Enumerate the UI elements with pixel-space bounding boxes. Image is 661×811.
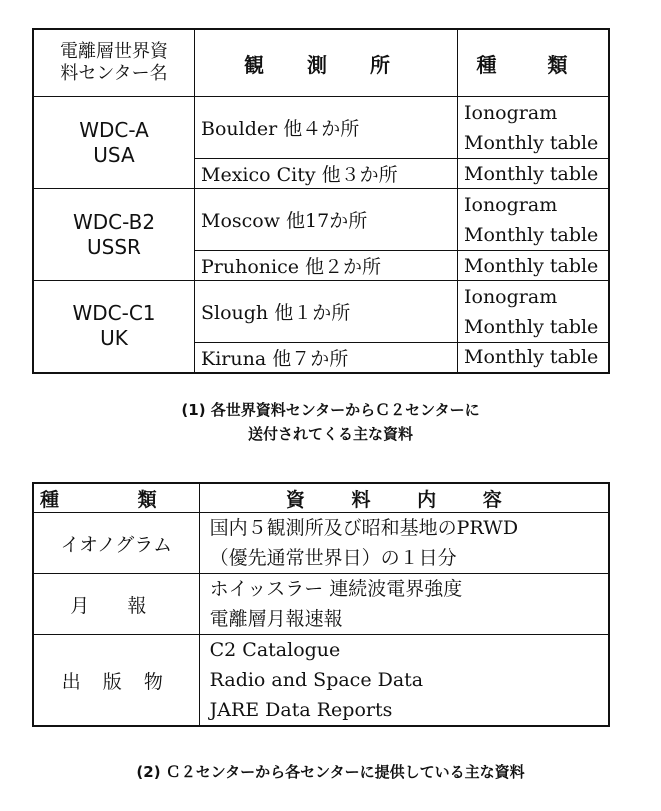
- type-label: Ionogram: [464, 101, 558, 124]
- org-cell: [33, 97, 195, 189]
- table-row: [33, 281, 609, 343]
- world-data-center-table: [32, 28, 610, 374]
- org-line2: USA: [93, 142, 135, 167]
- org-line1: WDC-B2: [72, 209, 156, 234]
- table2-header-row: [33, 483, 609, 513]
- table-row: [33, 189, 609, 251]
- content-line: C2 Catalogue: [209, 639, 341, 661]
- header-kind: 種 類: [458, 29, 610, 97]
- station-cell: Mexico City 他３か所: [195, 159, 458, 189]
- station-cell: Moscow 他17か所: [195, 189, 458, 251]
- types-cell: [458, 281, 610, 343]
- table-row: [33, 574, 609, 635]
- content-cell: [199, 574, 609, 635]
- caption-2: (2) Ｃ２センターから各センターに提供している主な資料: [136, 763, 525, 781]
- types-cell: Monthly table: [458, 343, 610, 373]
- header-station: 観 測 所: [195, 29, 458, 97]
- org-cell: [33, 281, 195, 373]
- table1-header-row: [33, 29, 609, 97]
- caption-1-line2: 送付されてくる主な資料: [247, 425, 413, 443]
- org-line1: WDC-A: [79, 117, 149, 142]
- provided-materials-table: [32, 482, 610, 727]
- table-row: [33, 513, 609, 574]
- type-label: Monthly table: [464, 131, 599, 154]
- org-line2: UK: [100, 326, 128, 351]
- caption-1: [0, 398, 661, 446]
- station-cell: Pruhonice 他２か所: [195, 251, 458, 281]
- category-cell: 出 版 物: [33, 635, 199, 727]
- content-line: JARE Data Reports: [209, 699, 393, 721]
- header-org-line2: 料センター名: [60, 63, 168, 84]
- content-line: 電離層月報速報: [209, 608, 343, 630]
- content-cell: [199, 513, 609, 574]
- org-cell: [33, 189, 195, 281]
- table-row: [33, 97, 609, 159]
- org-line1: WDC-C1: [72, 301, 156, 326]
- content-line: ホイッスラー 連続波電界強度: [209, 578, 463, 600]
- table-row: [33, 635, 609, 727]
- header-org-name: [33, 29, 195, 97]
- type-label: Monthly table: [464, 223, 599, 246]
- header-kind: 種 類: [33, 483, 199, 513]
- station-cell: Slough 他１か所: [195, 281, 458, 343]
- type-label: Ionogram: [464, 193, 558, 216]
- station-cell: Boulder 他４か所: [195, 97, 458, 159]
- content-line: （優先通常世界日）の１日分: [209, 547, 457, 569]
- org-line2: USSR: [87, 234, 141, 259]
- types-cell: Monthly table: [458, 159, 610, 189]
- content-line: 国内５観測所及び昭和基地のPRWD: [209, 517, 519, 539]
- types-cell: Monthly table: [458, 251, 610, 281]
- type-label: Monthly table: [464, 315, 599, 338]
- category-cell: 月 報: [33, 574, 199, 635]
- type-label: Ionogram: [464, 285, 558, 308]
- content-cell: [199, 635, 609, 727]
- header-org-line1: 電離層世界資: [60, 41, 168, 62]
- types-cell: [458, 189, 610, 251]
- content-line: Radio and Space Data: [209, 669, 424, 691]
- caption-1-line1: (1) 各世界資料センターからＣ２センターに: [181, 401, 480, 419]
- types-cell: [458, 97, 610, 159]
- category-cell: イオノグラム: [33, 513, 199, 574]
- station-cell: Kiruna 他７か所: [195, 343, 458, 373]
- header-content: 資 料 内 容: [199, 483, 609, 513]
